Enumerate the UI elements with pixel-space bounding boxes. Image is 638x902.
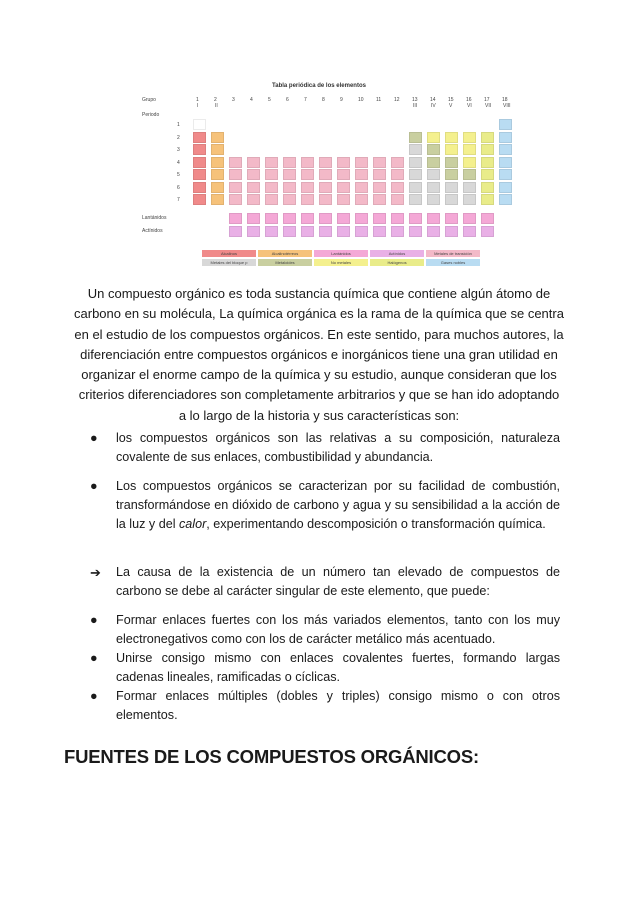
characteristics-list	[90, 429, 560, 467]
element-cell	[337, 157, 350, 168]
legend-swatch: Metales del bloque p	[202, 259, 256, 266]
period-number: 3	[177, 147, 180, 153]
element-cell	[499, 194, 512, 205]
legend-swatch: Lantánidos	[314, 250, 368, 257]
element-cell	[427, 169, 440, 180]
intro-line: Un compuesto orgánico es toda sustancia química que contiene algún átomo de	[87, 286, 551, 301]
list-item-text	[116, 477, 560, 534]
group-number: 9	[340, 97, 343, 103]
group-number: 12	[394, 97, 400, 103]
lanthanide-cell	[355, 213, 368, 224]
period-number: 7	[177, 197, 180, 203]
element-cell	[193, 144, 206, 155]
list-item	[90, 563, 560, 601]
periodo-label: Periodo	[142, 112, 160, 118]
actinide-cell	[229, 226, 242, 237]
element-cell	[499, 119, 512, 130]
element-cell	[193, 169, 206, 180]
element-cell	[211, 144, 224, 155]
group-roman: IV	[431, 103, 436, 109]
element-cell	[409, 132, 422, 143]
lanthanide-cell	[301, 213, 314, 224]
group-number: 1	[196, 97, 199, 103]
element-cell	[445, 182, 458, 193]
element-cell	[409, 144, 422, 155]
element-cell	[373, 169, 386, 180]
period-number: 1	[177, 122, 180, 128]
text-run: , experimentando descomposición o transformación química.	[206, 517, 546, 531]
group-roman: II	[215, 103, 218, 109]
element-cell	[427, 182, 440, 193]
lanthanide-cell	[427, 213, 440, 224]
intro-line: criterios diferenciadores son completamente arbitrarios y que se han ido adoptando	[78, 387, 560, 403]
element-cell	[409, 157, 422, 168]
group-number: 15	[448, 97, 454, 103]
legend-swatch: Alcalinotérreos	[258, 250, 312, 257]
element-cell	[445, 157, 458, 168]
element-cell	[427, 132, 440, 143]
lanthanide-cell	[391, 213, 404, 224]
element-cell	[283, 194, 296, 205]
element-cell	[481, 194, 494, 205]
element-cell	[193, 157, 206, 168]
group-number: 13	[412, 97, 418, 103]
lanthanide-cell	[409, 213, 422, 224]
actinide-cell	[373, 226, 386, 237]
element-cell	[445, 144, 458, 155]
periodic-table-figure	[140, 80, 511, 270]
element-cell	[481, 132, 494, 143]
element-cell	[427, 194, 440, 205]
element-cell	[481, 182, 494, 193]
legend-swatch: Alcalinos	[202, 250, 256, 257]
element-cell	[499, 169, 512, 180]
cause-list	[90, 563, 560, 601]
element-cell	[499, 182, 512, 193]
intro-line: organizar el enorme campo de la química y su estudio, aunque consideran que los	[81, 367, 557, 383]
element-cell	[355, 194, 368, 205]
element-cell	[409, 194, 422, 205]
list-item	[90, 429, 560, 467]
intro-line: carbono en su molécula, La química orgánica es la rama de la química que se centra	[74, 306, 564, 322]
element-cell	[265, 157, 278, 168]
element-cell	[265, 182, 278, 193]
bullet-icon: ●	[90, 479, 98, 493]
element-cell	[247, 182, 260, 193]
actinide-cell	[265, 226, 278, 237]
list-item	[90, 611, 560, 649]
actinide-cell	[247, 226, 260, 237]
group-number: 16	[466, 97, 472, 103]
element-cell	[211, 157, 224, 168]
group-number: 14	[430, 97, 436, 103]
element-cell	[463, 194, 476, 205]
lanthanide-cell	[283, 213, 296, 224]
group-number: 5	[268, 97, 271, 103]
element-cell	[463, 144, 476, 155]
element-cell	[193, 132, 206, 143]
element-cell	[229, 194, 242, 205]
list-item	[90, 649, 560, 687]
element-cell	[211, 182, 224, 193]
element-cell	[229, 169, 242, 180]
section-heading: FUENTES DE LOS COMPUESTOS ORGÁNICOS:	[64, 746, 479, 767]
element-cell	[193, 194, 206, 205]
period-number: 5	[177, 172, 180, 178]
element-cell	[319, 182, 332, 193]
element-cell	[265, 169, 278, 180]
element-cell	[319, 169, 332, 180]
period-number: 4	[177, 159, 180, 166]
element-cell	[229, 182, 242, 193]
element-cell	[391, 157, 404, 168]
element-cell	[211, 132, 224, 143]
element-cell	[283, 157, 296, 168]
capabilities-list	[90, 611, 560, 725]
bullet-icon: ●	[90, 431, 98, 445]
list-item-text: los compuestos orgánicos son las relativas a su composición, naturaleza covalente de sus enlaces, combustibilidad y abundancia.	[116, 431, 560, 464]
element-cell	[463, 132, 476, 143]
bullet-icon: ●	[90, 689, 98, 703]
element-cell	[391, 182, 404, 193]
element-cell	[301, 182, 314, 193]
actinide-cell	[463, 226, 476, 237]
element-cell	[355, 169, 368, 180]
actinide-cell	[427, 226, 440, 237]
group-number: 6	[286, 97, 289, 103]
group-number: 7	[304, 97, 307, 103]
period-number: 6	[177, 184, 180, 191]
element-cell	[247, 157, 260, 168]
element-cell	[481, 157, 494, 168]
element-cell	[193, 119, 206, 130]
periodic-table-title: Tabla periódica de los elementos	[272, 83, 366, 89]
element-cell	[481, 144, 494, 155]
element-cell	[337, 182, 350, 193]
element-cell	[391, 169, 404, 180]
group-number: 4	[250, 97, 253, 103]
element-cell	[391, 194, 404, 205]
bullet-icon: ●	[90, 651, 98, 665]
legend-swatch: Metaloides	[258, 259, 312, 266]
list-item	[90, 477, 560, 534]
element-cell	[427, 157, 440, 168]
list-item	[90, 687, 560, 725]
lanthanide-cell	[373, 213, 386, 224]
group-roman: VI	[467, 103, 472, 109]
element-cell	[409, 169, 422, 180]
legend-swatch: Metales de transición	[426, 250, 480, 257]
list-item-text: Formar enlaces múltiples (dobles y triples) consigo mismo o con otros elementos.	[116, 689, 560, 722]
element-cell	[355, 157, 368, 168]
lanthanide-cell	[481, 213, 494, 224]
actinide-cell	[301, 226, 314, 237]
actinide-cell	[409, 226, 422, 237]
element-cell	[319, 157, 332, 168]
intro-line: diferenciación entre compuestos orgánicos e inorgánicos tiene una gran utilidad en	[80, 346, 558, 362]
element-cell	[301, 194, 314, 205]
list-item-text: La causa de la existencia de un número tan elevado de compuestos de carbono se debe al carácter singular de este elemento, que puede:	[116, 565, 560, 598]
actinide-cell	[283, 226, 296, 237]
element-cell	[229, 157, 242, 168]
lanthanide-cell	[337, 213, 350, 224]
list-item-text: Unirse consigo mismo con enlaces covalentes fuertes, formando largas cadenas lineales, ramificadas o cíclicas.	[116, 651, 560, 684]
text-run: Los compuestos orgánicos se caracterizan por su facilidad de combustión, transformándose en dióxido de carbono y agua y su sensibilidad a la acción de la luz y del	[116, 479, 560, 531]
lanthanide-cell	[265, 213, 278, 224]
bullet-icon: ●	[90, 613, 98, 627]
element-cell	[499, 132, 512, 143]
intro-line: a lo largo de la historia y sus características son:	[178, 407, 460, 423]
group-roman: VIII	[503, 103, 511, 109]
intro-paragraph	[62, 284, 576, 426]
group-roman: III	[413, 103, 418, 109]
combustion-list	[90, 477, 560, 534]
element-cell	[445, 132, 458, 143]
element-cell	[355, 182, 368, 193]
element-cell	[463, 169, 476, 180]
actinide-cell	[445, 226, 458, 237]
element-cell	[499, 144, 512, 155]
lanthanide-cell	[463, 213, 476, 224]
group-number: 3	[232, 97, 235, 103]
element-cell	[301, 157, 314, 168]
group-number: 2	[214, 97, 217, 103]
arrow-icon: ➔	[90, 565, 101, 580]
element-cell	[373, 194, 386, 205]
group-roman: V	[449, 103, 453, 109]
element-cell	[247, 194, 260, 205]
legend-swatch: Actínidos	[370, 250, 424, 257]
group-roman: I	[197, 103, 199, 109]
group-roman: VII	[485, 103, 492, 109]
period-number: 2	[177, 134, 180, 141]
actinide-cell	[355, 226, 368, 237]
actinidos-label: Actínidos	[142, 228, 163, 234]
group-number: 8	[322, 97, 325, 103]
element-cell	[499, 157, 512, 168]
element-cell	[373, 157, 386, 168]
italic-word: calor	[179, 517, 207, 531]
element-cell	[337, 194, 350, 205]
element-cell	[445, 194, 458, 205]
element-cell	[211, 169, 224, 180]
actinide-cell	[481, 226, 494, 237]
legend-swatch: Gases nobles	[426, 259, 480, 266]
element-cell	[481, 169, 494, 180]
group-number: 11	[376, 97, 382, 103]
lantanidos-label: Lantánidos	[142, 215, 167, 221]
group-number: 18	[502, 97, 508, 103]
legend-swatch: Halógenos	[370, 259, 424, 266]
element-cell	[283, 169, 296, 180]
element-cell	[319, 194, 332, 205]
element-cell	[463, 182, 476, 193]
list-item-text: Formar enlaces fuertes con los más variados elementos, tanto con los muy electronegativos como con los de carácter metálico más acentuado.	[116, 613, 560, 646]
element-cell	[463, 157, 476, 168]
actinide-cell	[391, 226, 404, 237]
element-cell	[265, 194, 278, 205]
group-number: 10	[358, 97, 364, 103]
lanthanide-cell	[319, 213, 332, 224]
element-cell	[301, 169, 314, 180]
element-cell	[373, 182, 386, 193]
grupo-label: Grupo	[142, 97, 156, 103]
intro-line: en el estudio de los compuestos orgánicos. En este sentido, para muchos autores, la	[74, 326, 564, 342]
element-cell	[409, 182, 422, 193]
lanthanide-cell	[247, 213, 260, 224]
element-cell	[337, 169, 350, 180]
element-cell	[427, 144, 440, 155]
lanthanide-cell	[445, 213, 458, 224]
element-cell	[193, 182, 206, 193]
element-cell	[247, 169, 260, 180]
element-cell	[283, 182, 296, 193]
actinide-cell	[319, 226, 332, 237]
element-cell	[445, 169, 458, 180]
element-cell	[211, 194, 224, 205]
lanthanide-cell	[229, 213, 242, 224]
legend-swatch: No metales	[314, 259, 368, 266]
group-number: 17	[484, 97, 490, 103]
actinide-cell	[337, 226, 350, 237]
